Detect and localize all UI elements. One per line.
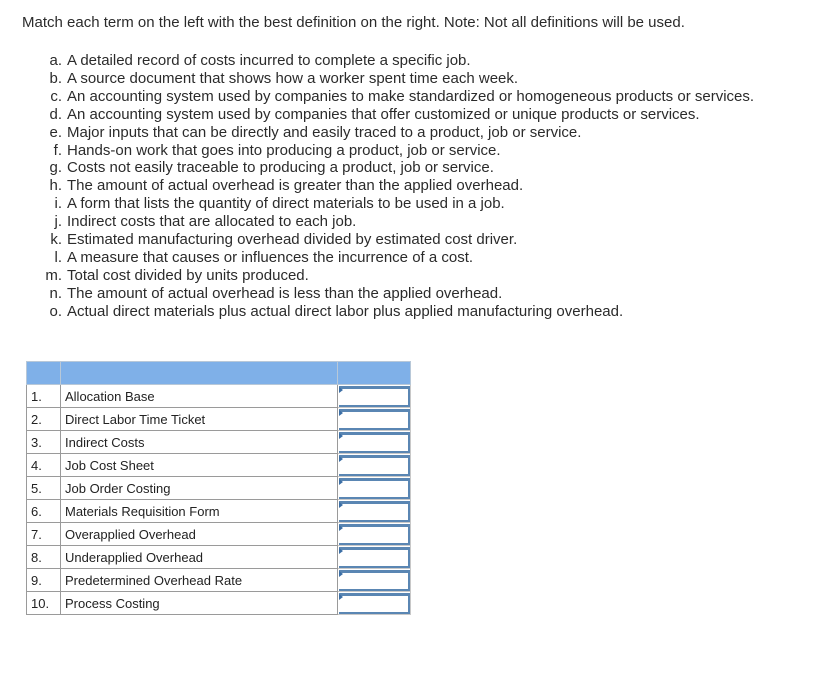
- definition-text: A form that lists the quantity of direct materials to be used in a job.: [67, 195, 505, 213]
- table-row: [27, 408, 411, 431]
- term-label: Underapplied Overhead: [61, 546, 338, 569]
- term-label: Indirect Costs: [61, 431, 338, 454]
- term-number: 5.: [27, 477, 61, 500]
- term-number: 8.: [27, 546, 61, 569]
- header-cell: [61, 362, 338, 385]
- definition-item: [42, 177, 754, 195]
- answer-field[interactable]: [339, 524, 410, 545]
- answer-select[interactable]: [338, 431, 411, 454]
- term-label: Process Costing: [61, 592, 338, 615]
- instructions-text: Match each term on the left with the best definition on the right. Note: Not all definitions will be used.: [22, 14, 685, 31]
- definition-text: The amount of actual overhead is greater than the applied overhead.: [67, 177, 524, 195]
- term-number: 3.: [27, 431, 61, 454]
- definition-text: Hands-on work that goes into producing a product, job or service.: [67, 141, 501, 159]
- definitions-list: [42, 52, 754, 321]
- definition-letter: h.: [49, 177, 62, 195]
- definition-item: [42, 88, 754, 106]
- answer-select[interactable]: [338, 592, 411, 615]
- answer-select[interactable]: [338, 500, 411, 523]
- term-number: 2.: [27, 408, 61, 431]
- definition-text: Actual direct materials plus actual direct labor plus applied manufacturing overhead.: [67, 302, 624, 320]
- term-number: 10.: [27, 592, 61, 615]
- definition-item: [42, 195, 754, 213]
- answer-select[interactable]: [338, 408, 411, 431]
- definition-letter: n.: [49, 284, 62, 302]
- answer-field[interactable]: [339, 547, 410, 568]
- definition-item: [42, 106, 754, 124]
- table-row: [27, 431, 411, 454]
- definition-letter: f.: [53, 141, 62, 159]
- definition-letter: k.: [50, 231, 62, 249]
- dropdown-arrow-icon[interactable]: [339, 410, 343, 416]
- answer-select[interactable]: [338, 477, 411, 500]
- definition-letter: c.: [50, 87, 62, 105]
- definition-item: [42, 142, 754, 160]
- definition-item: [42, 303, 754, 321]
- definition-letter: e.: [49, 123, 62, 141]
- answer-field[interactable]: [339, 570, 410, 591]
- dropdown-arrow-icon[interactable]: [339, 433, 343, 439]
- term-label: Materials Requisition Form: [61, 500, 338, 523]
- term-label: Job Cost Sheet: [61, 454, 338, 477]
- definition-item: [42, 70, 754, 88]
- table-row: [27, 546, 411, 569]
- definition-item: [42, 231, 754, 249]
- dropdown-arrow-icon[interactable]: [339, 502, 343, 508]
- definition-item: [42, 159, 754, 177]
- definition-item: [42, 213, 754, 231]
- answer-field[interactable]: [339, 455, 410, 476]
- answer-select[interactable]: [338, 523, 411, 546]
- definition-letter: l.: [54, 248, 62, 266]
- table-row: [27, 523, 411, 546]
- table-row: [27, 454, 411, 477]
- table-header-row: [27, 362, 411, 385]
- definition-letter: d.: [49, 105, 62, 123]
- definition-text: Major inputs that can be directly and easily traced to a product, job or service.: [67, 123, 582, 141]
- definition-item: [42, 267, 754, 285]
- term-number: 4.: [27, 454, 61, 477]
- term-label: Allocation Base: [61, 385, 338, 408]
- term-label: Overapplied Overhead: [61, 523, 338, 546]
- definition-item: [42, 124, 754, 142]
- answer-field[interactable]: [339, 409, 410, 430]
- dropdown-arrow-icon[interactable]: [339, 548, 343, 554]
- dropdown-arrow-icon[interactable]: [339, 387, 343, 393]
- definition-letter: j.: [54, 213, 62, 231]
- definition-item: [42, 285, 754, 303]
- answer-field[interactable]: [339, 432, 410, 453]
- answer-field[interactable]: [339, 501, 410, 522]
- term-number: 7.: [27, 523, 61, 546]
- definition-text: A source document that shows how a worker spent time each week.: [67, 69, 519, 87]
- definition-text: Estimated manufacturing overhead divided by estimated cost driver.: [67, 231, 518, 249]
- matching-table: [26, 361, 411, 615]
- table-row: [27, 592, 411, 615]
- definition-letter: b.: [49, 69, 62, 87]
- term-label: Predetermined Overhead Rate: [61, 569, 338, 592]
- answer-select[interactable]: [338, 385, 411, 408]
- definition-text: A detailed record of costs incurred to complete a specific job.: [67, 52, 471, 69]
- term-label: Direct Labor Time Ticket: [61, 408, 338, 431]
- header-cell: [338, 362, 411, 385]
- definition-letter: o.: [49, 302, 62, 320]
- definition-text: The amount of actual overhead is less than the applied overhead.: [67, 284, 503, 302]
- definition-text: Costs not easily traceable to producing a product, job or service.: [67, 159, 494, 177]
- answer-select[interactable]: [338, 454, 411, 477]
- definition-text: Indirect costs that are allocated to each job.: [67, 213, 357, 231]
- definition-letter: i.: [54, 195, 62, 213]
- answer-select[interactable]: [338, 569, 411, 592]
- header-cell: [27, 362, 61, 385]
- term-number: 1.: [27, 385, 61, 408]
- table-row: [27, 569, 411, 592]
- term-label: Job Order Costing: [61, 477, 338, 500]
- answer-field[interactable]: [339, 386, 410, 407]
- dropdown-arrow-icon[interactable]: [339, 571, 343, 577]
- definition-text: Total cost divided by units produced.: [67, 266, 309, 284]
- definition-item: [42, 249, 754, 267]
- answer-select[interactable]: [338, 546, 411, 569]
- definition-letter: g.: [49, 159, 62, 177]
- dropdown-arrow-icon[interactable]: [339, 525, 343, 531]
- definition-letter: a.: [49, 52, 62, 69]
- dropdown-arrow-icon[interactable]: [339, 479, 343, 485]
- dropdown-arrow-icon[interactable]: [339, 594, 343, 600]
- definition-text: A measure that causes or influences the incurrence of a cost.: [67, 248, 474, 266]
- term-number: 6.: [27, 500, 61, 523]
- definition-letter: m.: [45, 266, 62, 284]
- answer-field[interactable]: [339, 478, 410, 499]
- table-row: [27, 385, 411, 408]
- answer-field[interactable]: [339, 593, 410, 614]
- term-number: 9.: [27, 569, 61, 592]
- table-row: [27, 500, 411, 523]
- definition-text: An accounting system used by companies that offer customized or unique products or services.: [67, 105, 700, 123]
- definition-text: An accounting system used by companies to make standardized or homogeneous products or services.: [67, 87, 755, 105]
- dropdown-arrow-icon[interactable]: [339, 456, 343, 462]
- definition-item: [42, 52, 754, 70]
- table-row: [27, 477, 411, 500]
